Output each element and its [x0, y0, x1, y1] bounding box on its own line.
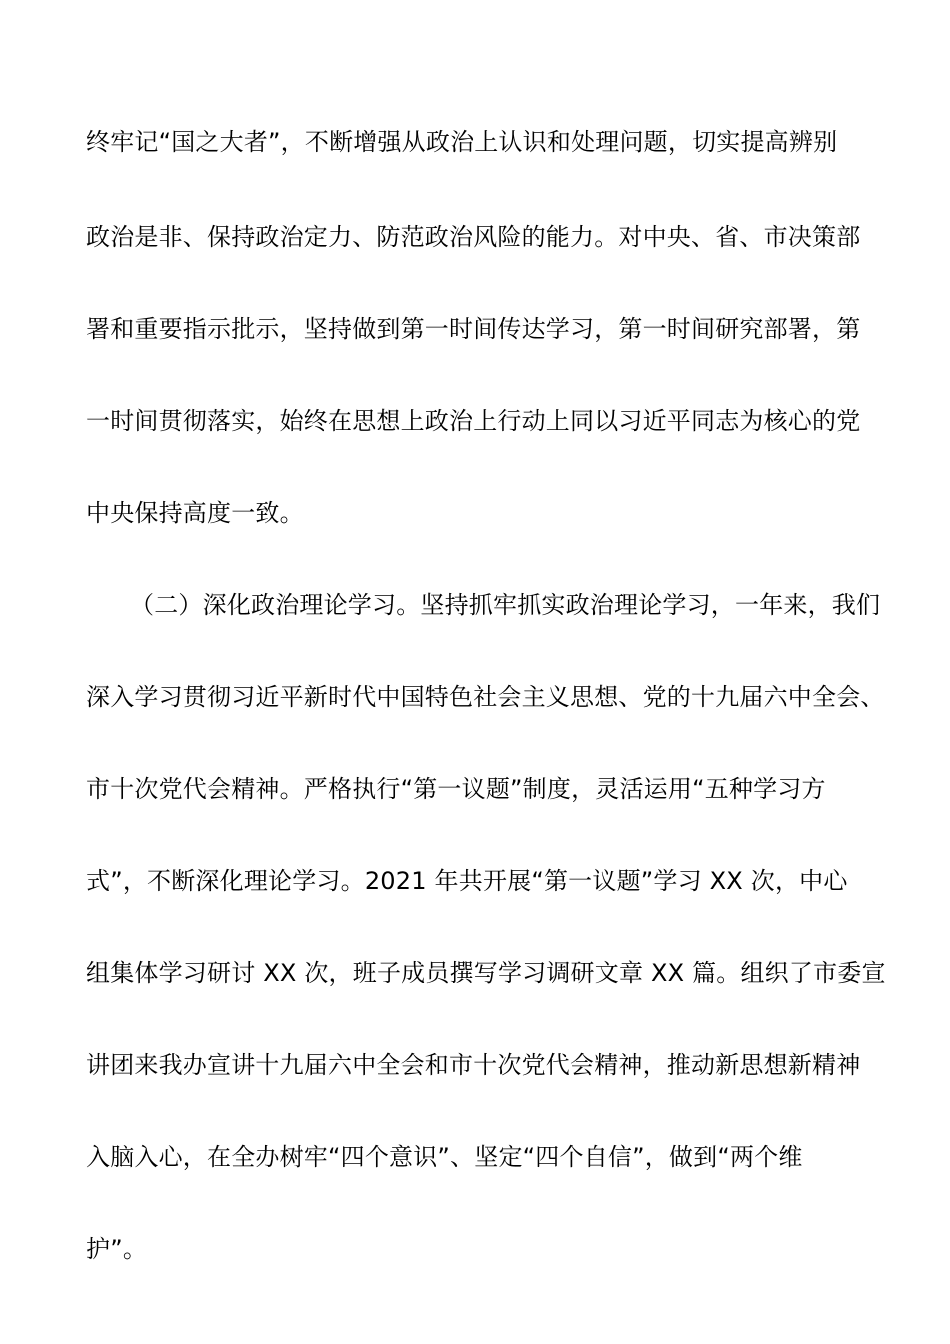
text-line: 一时间贯彻落实，始终在思想上政治上行动上同以习近平同志为核心的党: [86, 407, 861, 435]
text-line: 讲团来我办宣讲十九届六中全会和市十次党代会精神，推动新思想新精神: [86, 1051, 861, 1079]
text-line: 组集体学习研讨 XX 次，班子成员撰写学习调研文章 XX 篇。组织了市委宣: [86, 959, 886, 987]
text-line: 护”。: [86, 1235, 148, 1263]
text-line: 入脑入心，在全办树牢“四个意识”、坚定“四个自信”，做到“两个维: [86, 1143, 803, 1171]
text-line: 式”，不断深化理论学习。2021 年共开展“第一议题”学习 XX 次，中心: [86, 867, 848, 895]
text-line: 中央保持高度一致。: [86, 499, 304, 527]
section-heading-line: （二）深化政治理论学习。坚持抓牢抓实政治理论学习，一年来，我们: [130, 591, 881, 619]
text-line: 署和重要指示批示，坚持做到第一时间传达学习，第一时间研究部署，第: [86, 315, 861, 343]
text-line: 终牢记“国之大者”，不断增强从政治上认识和处理问题，切实提高辨别: [86, 128, 838, 156]
text-line: 政治是非、保持政治定力、防范政治风险的能力。对中央、省、市决策部: [86, 223, 861, 251]
text-line: 市十次党代会精神。严格执行“第一议题”制度，灵活运用“五种学习方: [86, 775, 826, 803]
text-line: 深入学习贯彻习近平新时代中国特色社会主义思想、党的十九届六中全会、: [86, 683, 885, 711]
